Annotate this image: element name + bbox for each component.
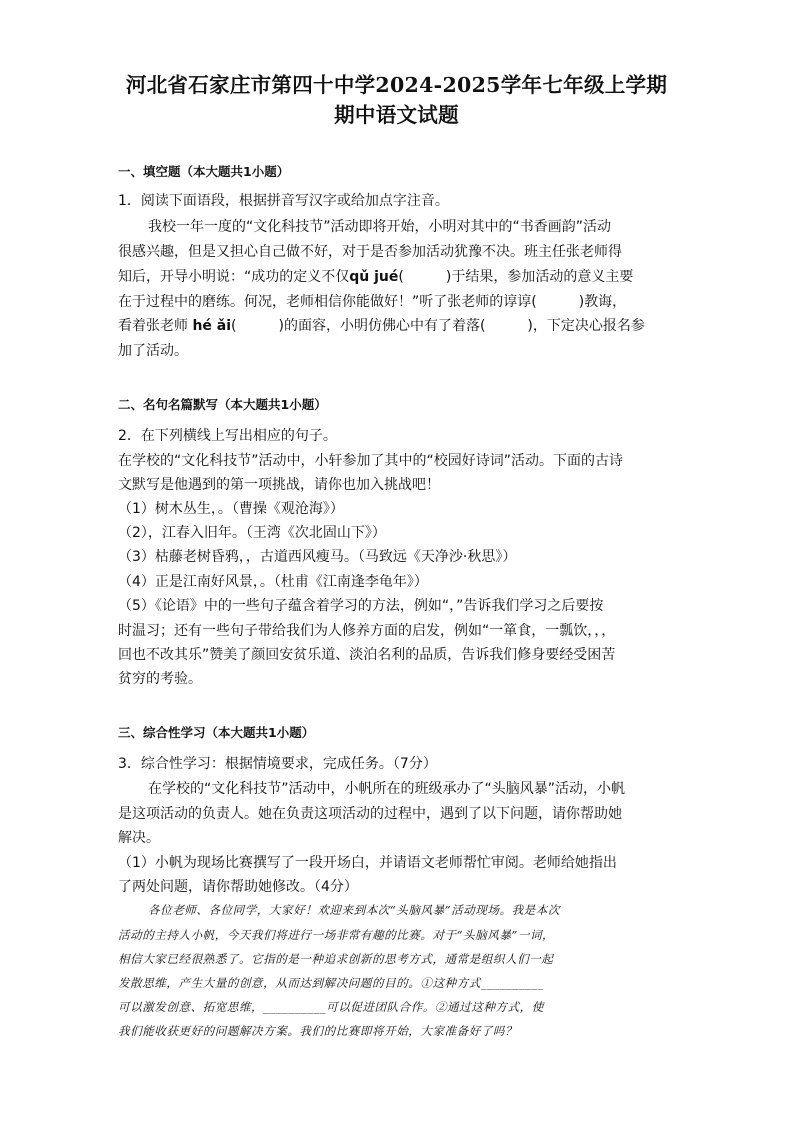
text-segment: 知后，开导小明说：“成功的定义不仅: [118, 269, 350, 285]
q2-item-5-line: （5）《论语》中的一些句子蕴含着学习的方法，例如“，”告诉我们学习之后要按: [118, 598, 604, 614]
q1-para-line: [118, 315, 645, 335]
q1-para-line: 很感兴趣，但是又担心自己做不好，对于是否参加活动犹豫不决。班主任张老师得: [118, 244, 622, 260]
section3-heading: 三、综合性学习（本大题共1小题）: [118, 725, 315, 740]
q2-item-4: （4）正是江南好风景，。（杜甫《江南逢李龟年》）: [118, 574, 428, 590]
q2-item-1: （1）树木丛生，。（曹操《观沧海》）: [118, 501, 344, 517]
text-segment: ( )于结果，参加活动的意义主要: [398, 269, 634, 285]
q2-intro: 2．在下列横线上写出相应的句子。: [118, 428, 337, 444]
q1-para-line: 我校一年一度的“文化科技节”活动即将开始，小明对其中的“书香画韵”活动: [148, 219, 612, 235]
pinyin-qujue: qǔ jué: [349, 269, 399, 285]
text-segment: 看着张老师: [118, 318, 188, 334]
speech-line: 发散思维，产生大量的创意，从而达到解决问题的目的。①这种方式__________: [118, 976, 544, 990]
q3-sub1-line: 了两处问题，请你帮助她修改。（4分）: [118, 879, 358, 895]
speech-line: 可以激发创意、拓宽思维，__________可以促进团队合作。②通过这种方式，使: [118, 1000, 544, 1014]
speech-line: 活动的主持人小帆，今天我们将进行一场非常有趣的比赛。对于“头脑风暴”一词，: [118, 928, 555, 942]
q3-sub1-line: （1）小帆为现场比赛撰写了一段开场白，并请语文老师帮忙审阅。老师给她指出: [118, 855, 617, 871]
section1-heading: 一、填空题（本大题共1小题）: [118, 164, 290, 179]
text-segment: ( )的面容，小明仿佛心中有了着落( )，下定决心报名参: [231, 318, 645, 334]
q2-item-5-line: 回也不改其乐”赞美了颜回安贫乐道、淡泊名利的品质，告诉我们修身要经受困苦: [118, 647, 616, 663]
q2-item-5-line: 时温习；还有一些句子带给我们为人修养方面的启发，例如“一箪食，一瓢饮，，，: [118, 623, 616, 639]
q1-para-line: 在于过程中的磨练。何况，老师相信你能做好！”听了张老师的谆谆( )教诲，: [118, 294, 627, 310]
q1-intro: 1．阅读下面语段，根据拼音写汉字或给加点字注音。: [118, 193, 449, 209]
q3-para-line: 解决。: [118, 830, 160, 846]
speech-line: 各位老师、各位同学，大家好！欢迎来到本次“头脑风暴”活动现场。我是本次: [148, 903, 560, 917]
q1-para-line: [118, 266, 633, 286]
q2-context-line: 文默写是他遇到的第一项挑战，请你也加入挑战吧！: [118, 477, 440, 493]
section2-heading: 二、名句名篇默写（本大题共1小题）: [118, 397, 327, 412]
q3-intro: 3．综合性学习：根据情境要求，完成任务。（7分）: [118, 756, 437, 772]
q2-item-3: （3）枯藤老树昏鸦，，古道西风瘦马。（马致远《天净沙·秋思》）: [118, 549, 517, 565]
speech-line: 我们能收获更好的问题解决方案。我们的比赛即将开始，大家准备好了吗？: [118, 1024, 518, 1038]
q3-para-line: 是这项活动的负责人。她在负责这项活动的过程中，遇到了以下问题，请你帮助她: [118, 806, 622, 822]
q2-context-line: 在学校的“文化科技节”活动中，小轩参加了其中的“校园好诗词”活动。下面的古诗: [118, 453, 624, 469]
exam-title-line2: 期中语文试题: [334, 103, 459, 127]
pinyin-heai: hé ǎi: [192, 318, 232, 334]
speech-line: 相信大家已经很熟悉了。它指的是一种追求创新的思考方式，通常是组织人们一起: [118, 952, 554, 966]
exam-title-line1: 河北省石家庄市第四十中学2024-2025学年七年级上学期: [125, 73, 668, 97]
q1-para-line: 加了活动。: [118, 343, 188, 359]
q3-para-line: 在学校的“文化科技节”活动中，小帆所在的班级承办了“头脑风暴”活动，小帆: [148, 781, 626, 797]
q2-item-5-line: 贫穷的考验。: [118, 671, 202, 687]
q2-item-2: （2），江春入旧年。（王湾《次北固山下》）: [118, 525, 386, 541]
